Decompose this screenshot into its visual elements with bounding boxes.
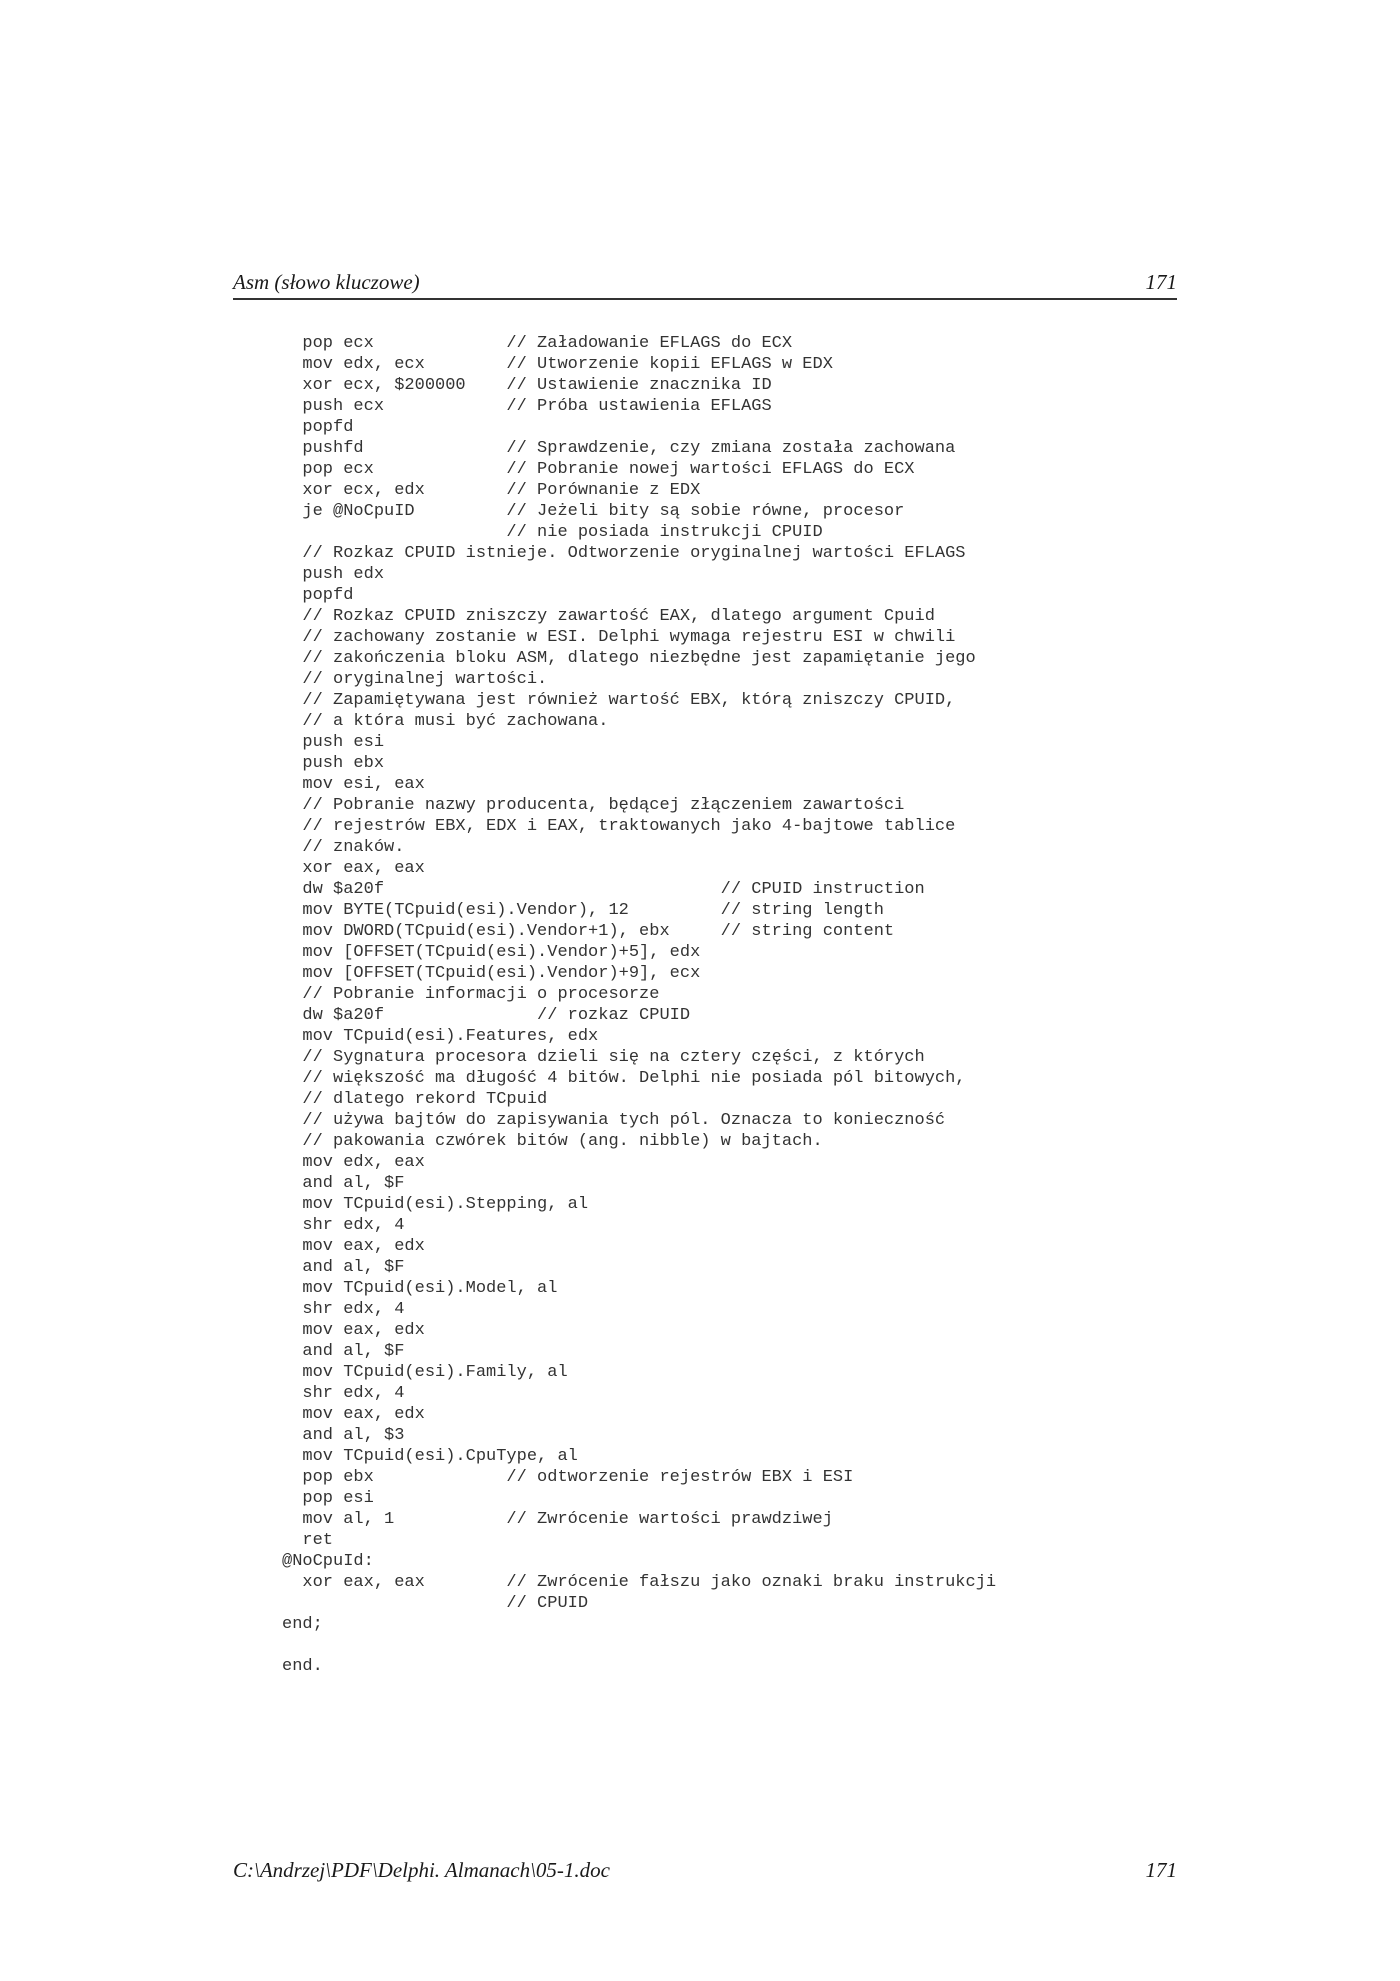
- footer-page-number: 171: [1145, 1858, 1177, 1882]
- code-line: shr edx, 4: [282, 1216, 405, 1235]
- code-line: mov TCpuid(esi).Model, al: [282, 1279, 558, 1298]
- code-line: mov [OFFSET(TCpuid(esi).Vendor)+9], ecx: [282, 964, 701, 983]
- code-line: // Rozkaz CPUID istnieje. Odtworzenie oryginalnej wartości EFLAGS: [282, 544, 966, 563]
- code-line: push ebx: [282, 754, 385, 773]
- code-line: pop ebx // odtworzenie rejestrów EBX i ESI: [282, 1468, 854, 1487]
- code-line: // zachowany zostanie w ESI. Delphi wymaga rejestru ESI w chwili: [282, 628, 956, 647]
- code-line: pop ecx // Załadowanie EFLAGS do ECX: [282, 334, 793, 353]
- page-header: [233, 268, 1177, 300]
- code-line: end;: [282, 1615, 323, 1634]
- code-line: push esi: [282, 733, 385, 752]
- code-line: push ecx // Próba ustawienia EFLAGS: [282, 397, 772, 416]
- document-path: C:\Andrzej\PDF\Delphi. Almanach\05-1.doc: [233, 1858, 610, 1882]
- code-line: and al, $F: [282, 1258, 405, 1277]
- code-line: pop ecx // Pobranie nowej wartości EFLAGS do ECX: [282, 460, 915, 479]
- code-line: // znaków.: [282, 838, 405, 857]
- code-line: mov eax, edx: [282, 1321, 425, 1340]
- code-line: // Pobranie nazwy producenta, będącej złączeniem zawartości: [282, 796, 905, 815]
- code-line: @NoCpuId:: [282, 1552, 374, 1571]
- code-line: xor eax, eax // Zwrócenie fałszu jako oznaki braku instrukcji: [282, 1573, 997, 1592]
- code-line: mov TCpuid(esi).Stepping, al: [282, 1195, 589, 1214]
- code-line: // używa bajtów do zapisywania tych pól. Oznacza to konieczność: [282, 1111, 946, 1130]
- code-line: mov edx, eax: [282, 1153, 425, 1172]
- code-line: mov [OFFSET(TCpuid(esi).Vendor)+5], edx: [282, 943, 701, 962]
- code-line: popfd: [282, 418, 354, 437]
- code-line: mov TCpuid(esi).Family, al: [282, 1363, 568, 1382]
- code-line: // oryginalnej wartości.: [282, 670, 548, 689]
- code-line: pushfd // Sprawdzenie, czy zmiana została zachowana: [282, 439, 956, 458]
- code-line: mov BYTE(TCpuid(esi).Vendor), 12 // string length: [282, 901, 884, 920]
- code-line: // zakończenia bloku ASM, dlatego niezbędne jest zapamiętanie jego: [282, 649, 976, 668]
- code-listing: [282, 333, 996, 1677]
- code-line: and al, $3: [282, 1426, 405, 1445]
- code-line: // CPUID: [282, 1594, 589, 1613]
- code-line: pop esi: [282, 1489, 374, 1508]
- code-line: dw $a20f // CPUID instruction: [282, 880, 925, 899]
- code-line: // większość ma długość 4 bitów. Delphi nie posiada pól bitowych,: [282, 1069, 966, 1088]
- code-line: mov TCpuid(esi).CpuType, al: [282, 1447, 578, 1466]
- code-line: // nie posiada instrukcji CPUID: [282, 523, 823, 542]
- code-line: mov al, 1 // Zwrócenie wartości prawdziwej: [282, 1510, 833, 1529]
- code-line: // pakowania czwórek bitów (ang. nibble) w bajtach.: [282, 1132, 823, 1151]
- code-line: mov DWORD(TCpuid(esi).Vendor+1), ebx // string content: [282, 922, 895, 941]
- page-number: 171: [1145, 270, 1177, 294]
- code-line: // Rozkaz CPUID zniszczy zawartość EAX, dlatego argument Cpuid: [282, 607, 935, 626]
- code-line: and al, $F: [282, 1342, 405, 1361]
- code-line: // rejestrów EBX, EDX i EAX, traktowanych jako 4-bajtowe tablice: [282, 817, 956, 836]
- code-line: // Zapamiętywana jest również wartość EBX, którą zniszczy CPUID,: [282, 691, 956, 710]
- code-line: popfd: [282, 586, 354, 605]
- code-line: // Sygnatura procesora dzieli się na cztery części, z których: [282, 1048, 925, 1067]
- page-footer: [233, 1858, 1177, 1886]
- code-line: ret: [282, 1531, 334, 1550]
- code-line: je @NoCpuID // Jeżeli bity są sobie równe, procesor: [282, 502, 905, 521]
- code-line: // dlatego rekord TCpuid: [282, 1090, 548, 1109]
- running-title: Asm (słowo kluczowe): [233, 270, 420, 294]
- code-line: // a która musi być zachowana.: [282, 712, 609, 731]
- code-line: and al, $F: [282, 1174, 405, 1193]
- code-line: dw $a20f // rozkaz CPUID: [282, 1006, 691, 1025]
- code-line: mov eax, edx: [282, 1237, 425, 1256]
- code-line: // Pobranie informacji o procesorze: [282, 985, 660, 1004]
- code-line: push edx: [282, 565, 385, 584]
- code-line: xor ecx, $200000 // Ustawienie znacznika ID: [282, 376, 772, 395]
- code-line: xor eax, eax: [282, 859, 425, 878]
- code-line: end.: [282, 1657, 323, 1676]
- code-line: [282, 1635, 996, 1656]
- code-line: mov edx, ecx // Utworzenie kopii EFLAGS w EDX: [282, 355, 833, 374]
- code-line: xor ecx, edx // Porównanie z EDX: [282, 481, 701, 500]
- code-line: shr edx, 4: [282, 1384, 405, 1403]
- code-line: shr edx, 4: [282, 1300, 405, 1319]
- code-line: mov esi, eax: [282, 775, 425, 794]
- code-line: mov TCpuid(esi).Features, edx: [282, 1027, 599, 1046]
- code-line: mov eax, edx: [282, 1405, 425, 1424]
